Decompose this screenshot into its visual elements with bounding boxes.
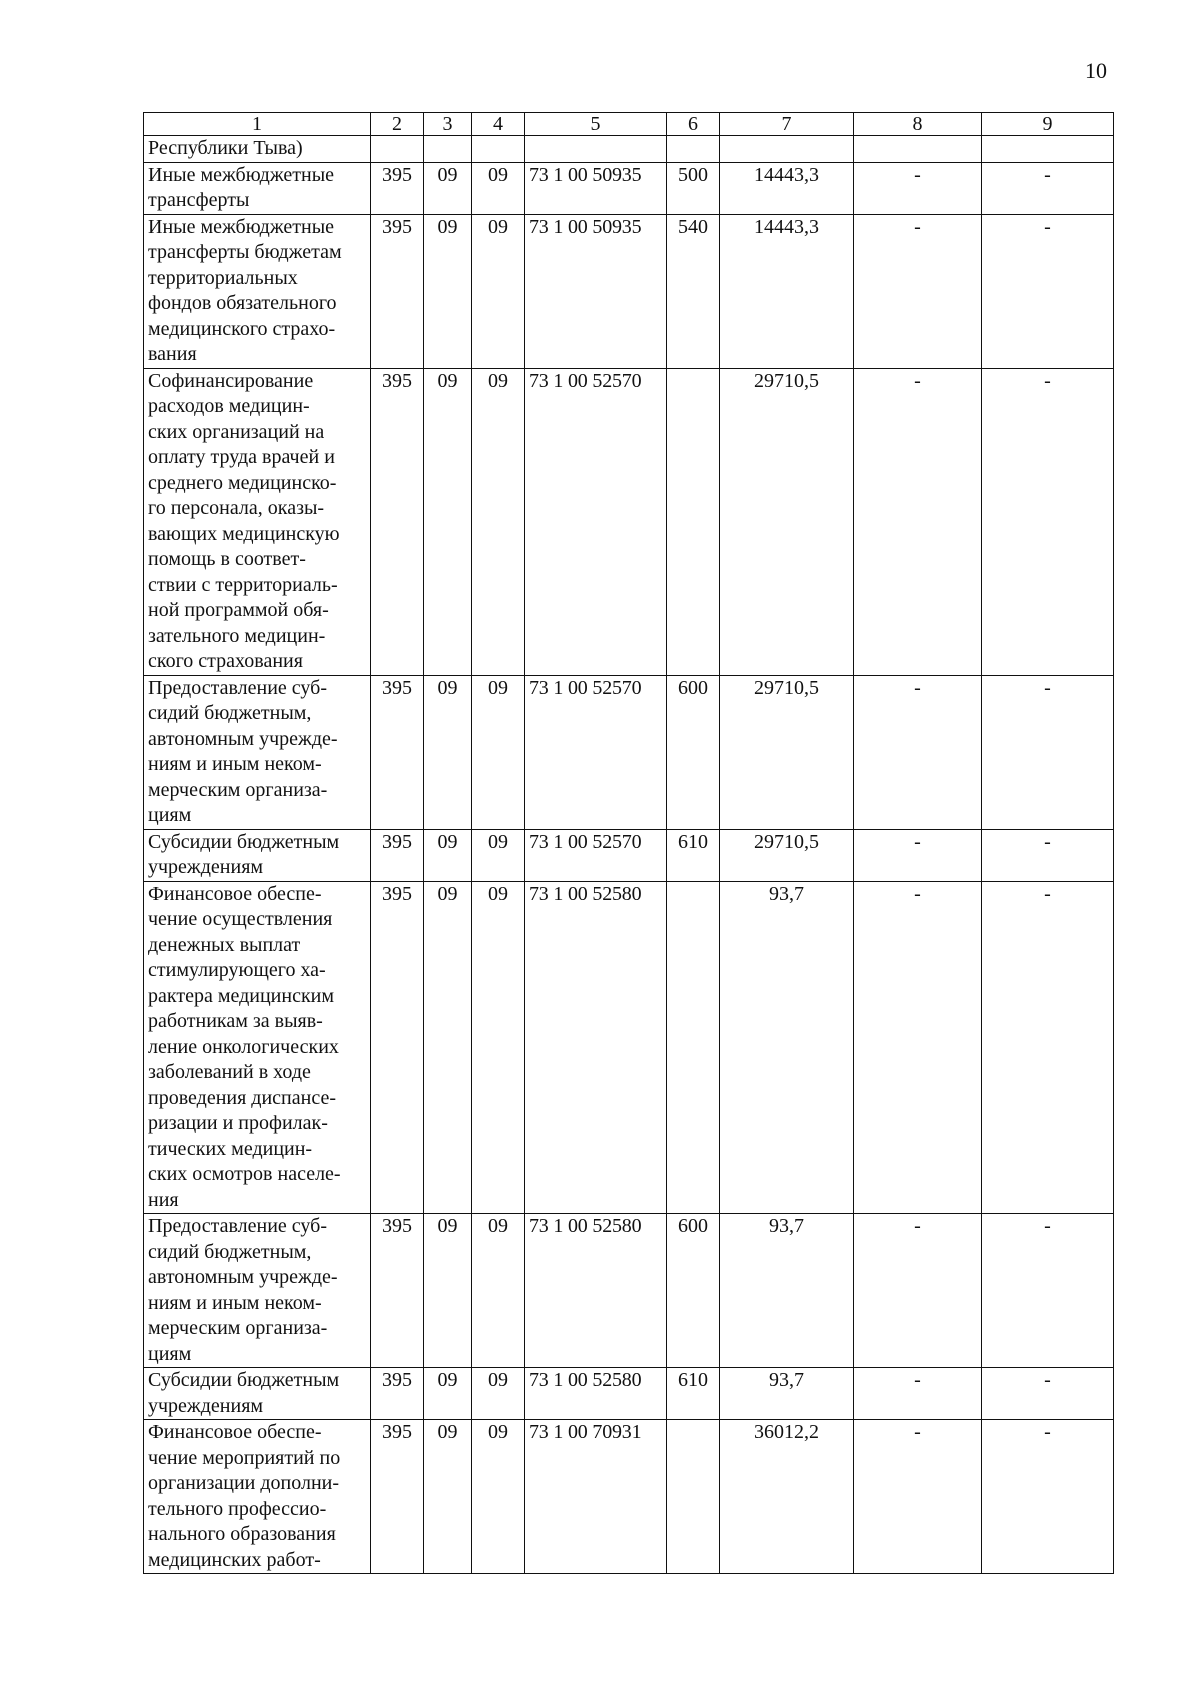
expense-type-cell: [667, 136, 720, 163]
amount-3-cell: -: [982, 162, 1114, 214]
table-row: [144, 881, 1114, 1214]
amount-cell: 29710,5: [720, 368, 854, 675]
amount-2-cell: -: [854, 1420, 982, 1574]
expense-type-cell: [667, 368, 720, 675]
amount-cell: 93,7: [720, 881, 854, 1214]
name-cell: Финансовое обеспе- чение мероприятий по организации дополни- тельного профессио- нального образования медицинских работ-: [144, 1420, 371, 1574]
amount-3-cell: -: [982, 881, 1114, 1214]
column-header: 6: [667, 113, 720, 136]
amount-3-cell: -: [982, 1368, 1114, 1420]
target-article-cell: 73 1 00 52580: [525, 1214, 667, 1368]
table-header-row: [144, 113, 1114, 136]
name-cell: Предоставление суб- сидий бюджетным, автономным учрежде- ниям и иным неком- мерческим организа- циям: [144, 675, 371, 829]
section-cell: 09: [424, 1420, 472, 1574]
amount-2-cell: -: [854, 1214, 982, 1368]
section-cell: 09: [424, 1368, 472, 1420]
budget-table: [143, 112, 1114, 1574]
table-row: [144, 1420, 1114, 1574]
column-header: 5: [525, 113, 667, 136]
target-article-cell: 73 1 00 52580: [525, 881, 667, 1214]
expense-type-cell: 540: [667, 214, 720, 368]
target-article-cell: 73 1 00 52570: [525, 675, 667, 829]
name-cell: Субсидии бюджетным учреждениям: [144, 829, 371, 881]
subsection-cell: 09: [472, 675, 525, 829]
table-row: [144, 162, 1114, 214]
subsection-cell: 09: [472, 162, 525, 214]
amount-3-cell: -: [982, 1214, 1114, 1368]
table-row: [144, 136, 1114, 163]
section-cell: [424, 136, 472, 163]
amount-3-cell: -: [982, 1420, 1114, 1574]
chapter-cell: 395: [371, 1214, 424, 1368]
table-row: [144, 368, 1114, 675]
expense-type-cell: 600: [667, 675, 720, 829]
amount-cell: 14443,3: [720, 214, 854, 368]
amount-2-cell: -: [854, 214, 982, 368]
amount-3-cell: [982, 136, 1114, 163]
section-cell: 09: [424, 1214, 472, 1368]
chapter-cell: 395: [371, 1368, 424, 1420]
amount-2-cell: [854, 136, 982, 163]
table-row: [144, 1214, 1114, 1368]
target-article-cell: 73 1 00 52570: [525, 368, 667, 675]
amount-2-cell: -: [854, 1368, 982, 1420]
chapter-cell: 395: [371, 214, 424, 368]
name-cell: Предоставление суб- сидий бюджетным, автономным учрежде- ниям и иным неком- мерческим организа- циям: [144, 1214, 371, 1368]
amount-cell: 29710,5: [720, 829, 854, 881]
column-header: 7: [720, 113, 854, 136]
amount-cell: 93,7: [720, 1214, 854, 1368]
chapter-cell: 395: [371, 368, 424, 675]
section-cell: 09: [424, 881, 472, 1214]
target-article-cell: 73 1 00 52580: [525, 1368, 667, 1420]
amount-3-cell: -: [982, 214, 1114, 368]
chapter-cell: 395: [371, 1420, 424, 1574]
amount-2-cell: -: [854, 829, 982, 881]
amount-3-cell: -: [982, 829, 1114, 881]
subsection-cell: [472, 136, 525, 163]
column-header: 1: [144, 113, 371, 136]
column-header: 8: [854, 113, 982, 136]
expense-type-cell: 600: [667, 1214, 720, 1368]
target-article-cell: 73 1 00 50935: [525, 214, 667, 368]
column-header: 3: [424, 113, 472, 136]
amount-2-cell: -: [854, 162, 982, 214]
section-cell: 09: [424, 162, 472, 214]
subsection-cell: 09: [472, 1420, 525, 1574]
chapter-cell: 395: [371, 162, 424, 214]
amount-cell: 36012,2: [720, 1420, 854, 1574]
table-row: [144, 675, 1114, 829]
expense-type-cell: [667, 881, 720, 1214]
chapter-cell: [371, 136, 424, 163]
expense-type-cell: [667, 1420, 720, 1574]
page-number: 10: [1085, 58, 1107, 83]
amount-cell: 93,7: [720, 1368, 854, 1420]
chapter-cell: 395: [371, 881, 424, 1214]
subsection-cell: 09: [472, 1368, 525, 1420]
name-cell: Республики Тыва): [144, 136, 371, 163]
name-cell: Финансовое обеспе- чение осуществления денежных выплат стимулирующего ха- рактера медицинским работникам за выяв- ление онкологических заболеваний в ходе проведения диспансе- ризации и профилак- тических медицин- ских осмотров населе- ния: [144, 881, 371, 1214]
amount-2-cell: -: [854, 368, 982, 675]
column-header: 4: [472, 113, 525, 136]
name-cell: Софинансирование расходов медицин- ских организаций на оплату труда врачей и среднего медицинско- го персонала, оказы- вающих медицинскую помощь в соответ- ствии с территориаль- ной программой обя- зательного медицин- ского страхования: [144, 368, 371, 675]
amount-cell: 14443,3: [720, 162, 854, 214]
name-cell: Субсидии бюджетным учреждениям: [144, 1368, 371, 1420]
name-cell: Иные межбюджетные трансферты бюджетам территориальных фондов обязательного медицинского страхо- вания: [144, 214, 371, 368]
section-cell: 09: [424, 214, 472, 368]
target-article-cell: [525, 136, 667, 163]
amount-2-cell: -: [854, 675, 982, 829]
expense-type-cell: 500: [667, 162, 720, 214]
section-cell: 09: [424, 675, 472, 829]
section-cell: 09: [424, 368, 472, 675]
subsection-cell: 09: [472, 368, 525, 675]
chapter-cell: 395: [371, 829, 424, 881]
target-article-cell: 73 1 00 52570: [525, 829, 667, 881]
table-row: [144, 1368, 1114, 1420]
table-row: [144, 829, 1114, 881]
expense-type-cell: 610: [667, 829, 720, 881]
table-row: [144, 214, 1114, 368]
target-article-cell: 73 1 00 70931: [525, 1420, 667, 1574]
column-header: 2: [371, 113, 424, 136]
amount-3-cell: -: [982, 675, 1114, 829]
expense-type-cell: 610: [667, 1368, 720, 1420]
amount-cell: [720, 136, 854, 163]
section-cell: 09: [424, 829, 472, 881]
name-cell: Иные межбюджетные трансферты: [144, 162, 371, 214]
subsection-cell: 09: [472, 214, 525, 368]
amount-2-cell: -: [854, 881, 982, 1214]
amount-cell: 29710,5: [720, 675, 854, 829]
column-header: 9: [982, 113, 1114, 136]
subsection-cell: 09: [472, 829, 525, 881]
subsection-cell: 09: [472, 881, 525, 1214]
chapter-cell: 395: [371, 675, 424, 829]
amount-3-cell: -: [982, 368, 1114, 675]
target-article-cell: 73 1 00 50935: [525, 162, 667, 214]
subsection-cell: 09: [472, 1214, 525, 1368]
